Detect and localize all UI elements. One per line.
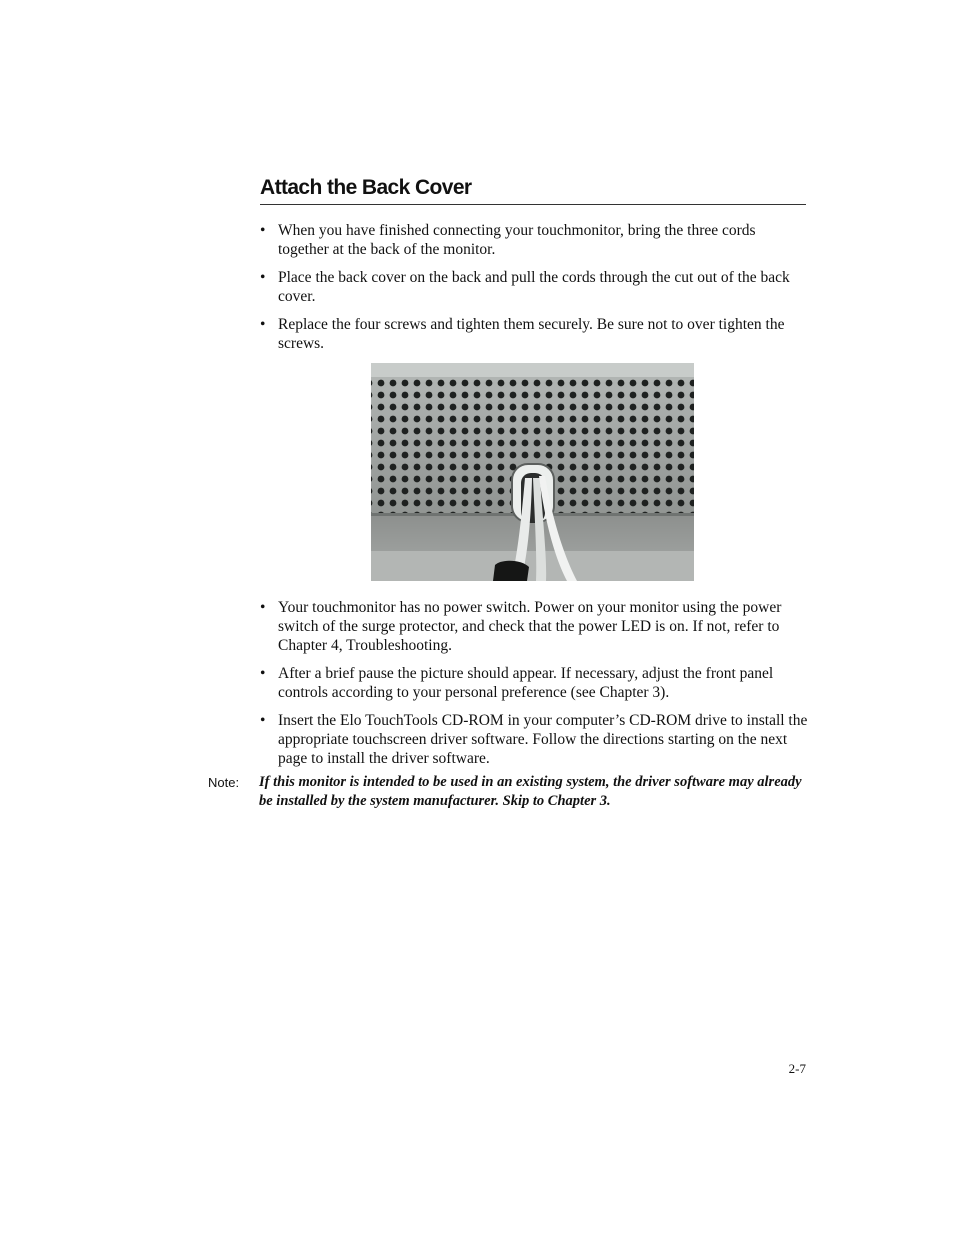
list-item [260,268,808,306]
list-item [260,315,808,353]
list-item [260,221,808,259]
list-item-text: Replace the four screws and tighten them securely. Be sure not to over tighten the screws. [278,316,785,352]
list-item-text: Your touchmonitor has no power switch. Power on your monitor using the power switch of the surge protector, and check that the power LED is on. If not, refer to Chapter 4, Troubleshooting. [278,599,782,654]
note-text: If this monitor is intended to be used in an existing system, the driver software may already be installed by the system manufacturer. Skip to Chapter 3. [259,774,802,809]
list-item [260,664,808,702]
bullet-icon: • [260,665,266,682]
list-item [260,598,808,655]
bullet-icon: • [260,316,266,333]
list-item-text: Insert the Elo TouchTools CD-ROM in your computer’s CD-ROM drive to install the appropriate touchscreen driver software. Follow the directions starting on the next page to install the driver software. [278,712,808,767]
page-number: 2-7 [788,1061,806,1076]
monitor-back-cover-photo [371,363,694,581]
bullet-icon: • [260,222,266,239]
list-item-text: After a brief pause the picture should appear. If necessary, adjust the front panel controls according to your personal preference (see Chapter 3). [278,665,774,701]
instruction-list-top [260,221,808,362]
section-heading: Attach the Back Cover [260,176,806,205]
note-label: Note: [208,775,240,790]
instruction-list-bottom [260,598,808,777]
list-item [260,711,808,768]
list-item-text: When you have finished connecting your touchmonitor, bring the three cords together at the back of the monitor. [278,222,756,258]
bullet-icon: • [260,599,266,616]
list-item-text: Place the back cover on the back and pull the cords through the cut out of the back cover. [278,269,790,305]
bullet-icon: • [260,269,266,286]
bullet-icon: • [260,712,266,729]
